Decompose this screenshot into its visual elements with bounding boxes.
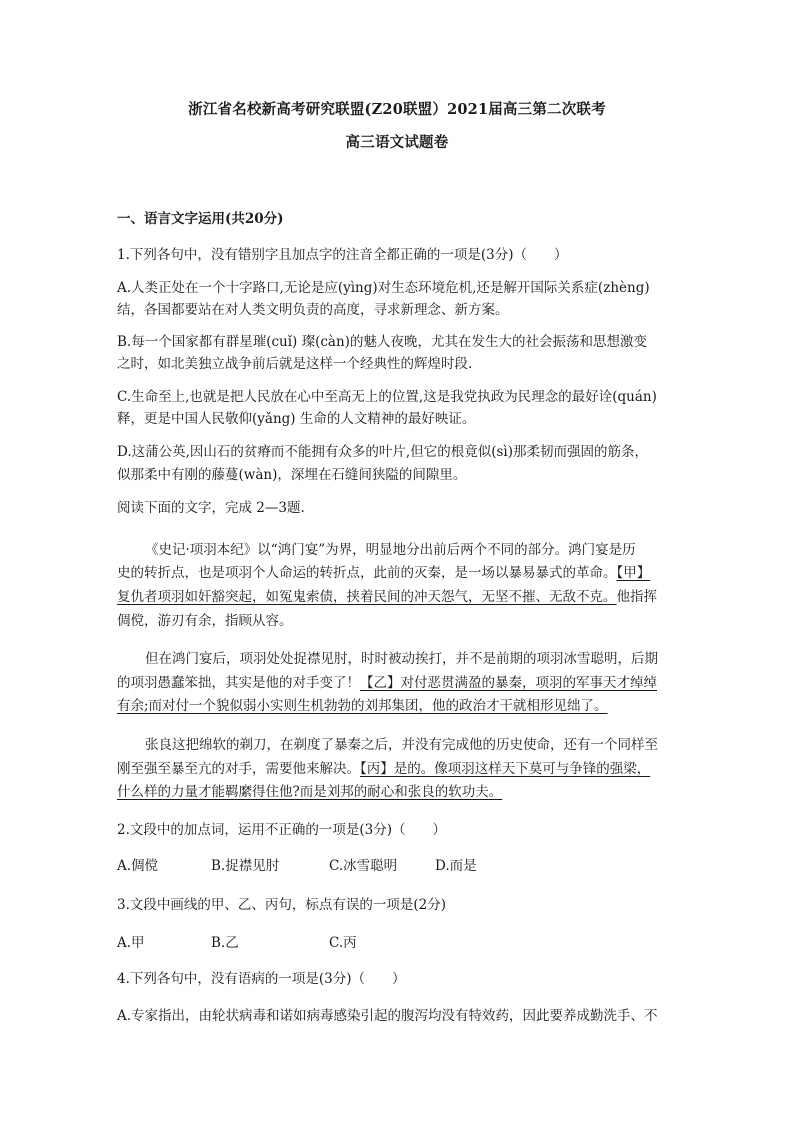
question-2-stem: 2.文段中的加点词，运用不正确的一项是(3分)（ ） bbox=[117, 822, 447, 838]
passage-p2-line1: 但在鸿门宴后，项羽处处捉襟见肘，时时被动挨打，并不是前期的项羽冰雪聪明，后期 bbox=[145, 651, 658, 667]
q3-option-a: A.甲 bbox=[117, 935, 145, 951]
passage-p1-line1: 《史记·项羽本纪》以“鸿门宴”为界，明显地分出前后两个不同的部分。鸿门宴是历 bbox=[145, 542, 636, 558]
passage-p2-line2 bbox=[117, 671, 657, 691]
q1-option-a-line2: 结，各国都要站在对人类文明负责的高度，寻求新理念、新方案。 bbox=[117, 302, 509, 318]
q1-option-b-line2: 之时，如北美独立战争前后就是这样一个经典性的辉煌时段. bbox=[117, 356, 473, 372]
passage-p1-line2 bbox=[117, 561, 650, 581]
passage-p3-line2 bbox=[117, 757, 650, 777]
question-3-stem: 3.文段中画线的甲、乙、丙句，标点有误的一项是(2分) bbox=[117, 897, 447, 913]
passage-p3-line2-text: 刚至强至暴至亢的对手，需要他来解决。 bbox=[117, 761, 360, 777]
q2-option-b: B.捉襟见肘 bbox=[211, 858, 280, 874]
underlined-sentence-bing: 【丙】是的。像项羽这样天下莫可与争锋的强梁， bbox=[360, 761, 651, 777]
q1-option-d-line1: D.这蒲公英,因山石的贫瘠而不能拥有众多的叶片,但它的根竟似(sì)那柔韧而强固的筋条， bbox=[117, 444, 648, 460]
passage-p3-line1: 张良这把绵软的剃刀，在剃度了暴秦之后，并没有完成他的历史使命，还有一个同样至 bbox=[145, 737, 658, 753]
passage-p2-line3: 有余;而对付一个貌似弱小实则生机勃勃的刘邦集团，他的政治才干就相形见绌了。 bbox=[117, 698, 608, 714]
q1-option-c-line1: C.生命至上,也就是把人民放在心中至高无上的位置,这是我党执政为民理念的最好诠(quán) bbox=[117, 389, 657, 405]
passage-p1-line3-tail: 他指挥 bbox=[616, 589, 657, 605]
question-4-stem: 4.下列各句中，没有语病的一项是(3分)（ ） bbox=[117, 971, 406, 987]
underlined-sentence-yi: 【乙】对付恶贯满盈的暴秦，项羽的军事天才绰绰 bbox=[360, 675, 657, 691]
exam-subtitle: 高三语文试题卷 bbox=[345, 134, 449, 151]
q1-option-d-line2: 似那柔中有刚的藤蔓(wàn)，深埋在石缝间狭隘的间隙里。 bbox=[117, 467, 467, 483]
q3-option-b: B.乙 bbox=[211, 935, 239, 951]
passage-p1-line2-text: 史的转折点，也是项羽个人命运的转折点，此前的灭秦，是一场以暴易暴式的革命。 bbox=[117, 565, 617, 581]
passage-p3-line3: 什么样的力量才能羁縻得住他?而是刘邦的耐心和张良的软功夫。 bbox=[117, 784, 503, 800]
passage-p2-line2-text: 的项羽愚蠢笨拙，其实是他的对手变了！ bbox=[117, 675, 360, 691]
q2-option-d: D.而是 bbox=[435, 858, 477, 874]
q1-option-a-line1: A.人类正处在一个十字路口,无论是应(yìng)对生态环境危机,还是解开国际关系症(zhèng) bbox=[117, 280, 650, 296]
section-heading: 一、语言文字运用(共20分) bbox=[117, 211, 284, 227]
q3-option-c: C.丙 bbox=[329, 935, 357, 951]
marker-jia: 【甲】 bbox=[616, 565, 651, 581]
exam-title: 浙江省名校新高考研究联盟(Z20联盟）2021届高三第二次联考 bbox=[188, 101, 606, 118]
question-1-stem: 1.下列各句中，没有错别字且加点字的注音全都正确的一项是(3分)（ ） bbox=[117, 247, 568, 263]
q1-option-b-line1: B.每一个国家都有群星璀(cuǐ) 璨(càn)的魅人夜晚，尤其在发生大的社会振荡和思想激变 bbox=[117, 334, 647, 350]
q2-option-a: A.倜傥 bbox=[117, 858, 159, 874]
q2-option-c: C.冰雪聪明 bbox=[329, 858, 398, 874]
q1-option-c-line2: 释，更是中国人民敬仰(yǎng) 生命的人文精神的最好映证。 bbox=[117, 411, 476, 427]
passage-p1-line4: 倜傥，游刃有余，指顾从容。 bbox=[117, 613, 293, 629]
passage-p1-line3 bbox=[117, 585, 657, 605]
underlined-sentence-jia: 复仇者项羽如奸豁突起，如冤鬼索债，挟着民间的冲天怨气，无坚不摧、无敌不克。 bbox=[117, 589, 617, 605]
q4-option-a-line1: A.专家指出，由轮状病毒和诺如病毒感染引起的腹泻均没有特效药，因此要养成勤洗手、不 bbox=[117, 1008, 658, 1024]
passage-intro: 阅读下面的文字，完成 2—3题. bbox=[117, 500, 305, 516]
